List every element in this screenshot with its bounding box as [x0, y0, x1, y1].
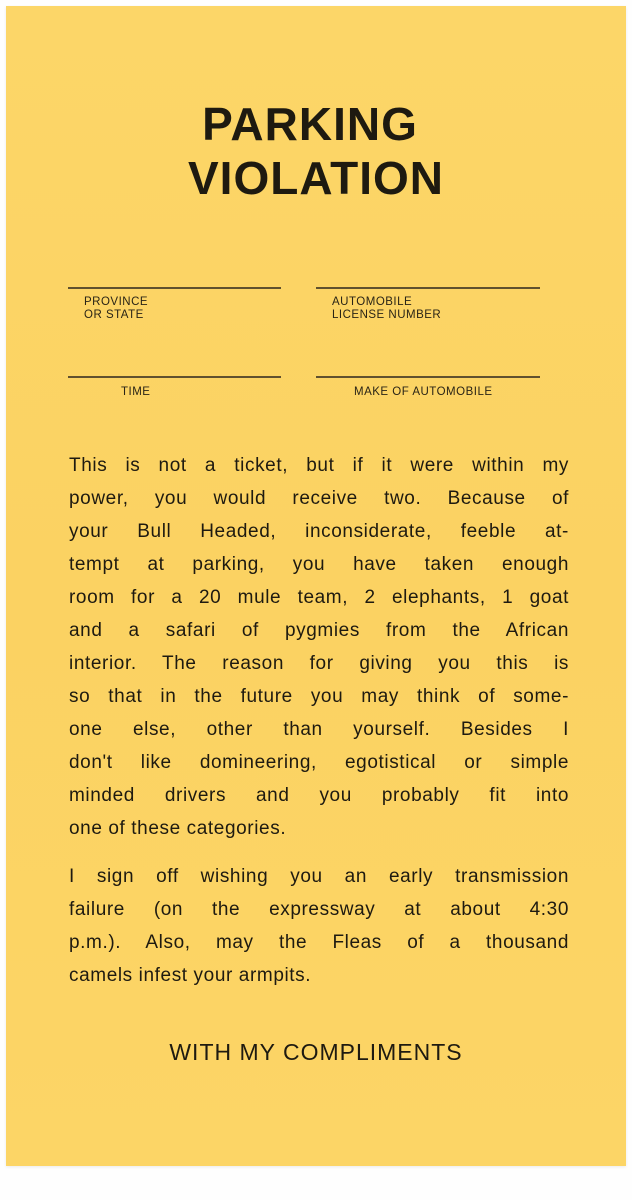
text-line: This is not a ticket, but if it were within my	[69, 455, 569, 476]
license-label	[332, 296, 441, 322]
text-line: room for a 20 mule team, 2 elephants, 1 goat	[69, 587, 569, 608]
text-line: I sign off wishing you an early transmission	[69, 866, 569, 887]
title-parking: PARKING	[202, 98, 418, 150]
text-line: so that in the future you may think of some-	[69, 686, 569, 707]
text-line: camels infest your armpits.	[69, 965, 312, 986]
label-line: OR STATE	[84, 309, 144, 321]
paragraph-2	[69, 860, 569, 992]
label-line: PROVINCE	[84, 296, 149, 308]
make-label: MAKE OF AUTOMOBILE	[354, 386, 493, 398]
province-field-line	[68, 287, 281, 289]
time-field-line	[68, 376, 281, 378]
text-line: and a safari of pygmies from the African	[69, 620, 569, 641]
parking-violation-card	[6, 6, 626, 1166]
text-line: tempt at parking, you have taken enough	[69, 554, 569, 575]
closing-text: WITH MY COMPLIMENTS	[169, 1039, 463, 1065]
paragraph-1	[69, 449, 569, 845]
text-line: one else, other than yourself. Besides I	[69, 719, 569, 740]
province-label	[84, 296, 148, 322]
text-line: interior. The reason for giving you this is	[69, 653, 569, 674]
time-label: TIME	[121, 386, 151, 398]
text-line: one of these categories.	[69, 818, 287, 839]
title-violation: VIOLATION	[187, 152, 445, 204]
license-field-line	[316, 287, 540, 289]
text-line: minded drivers and you probably fit into	[69, 785, 569, 806]
text-line: failure (on the expressway at about 4:30	[69, 899, 569, 920]
text-line: power, you would receive two. Because of	[69, 488, 569, 509]
text-line: don't like domineering, egotistical or simple	[69, 752, 569, 773]
text-line: p.m.). Also, may the Fleas of a thousand	[69, 932, 569, 953]
label-line: LICENSE NUMBER	[332, 309, 442, 321]
make-field-line	[316, 376, 540, 378]
label-line: AUTOMOBILE	[332, 296, 413, 308]
text-line: your Bull Headed, inconsiderate, feeble at-	[69, 521, 569, 542]
